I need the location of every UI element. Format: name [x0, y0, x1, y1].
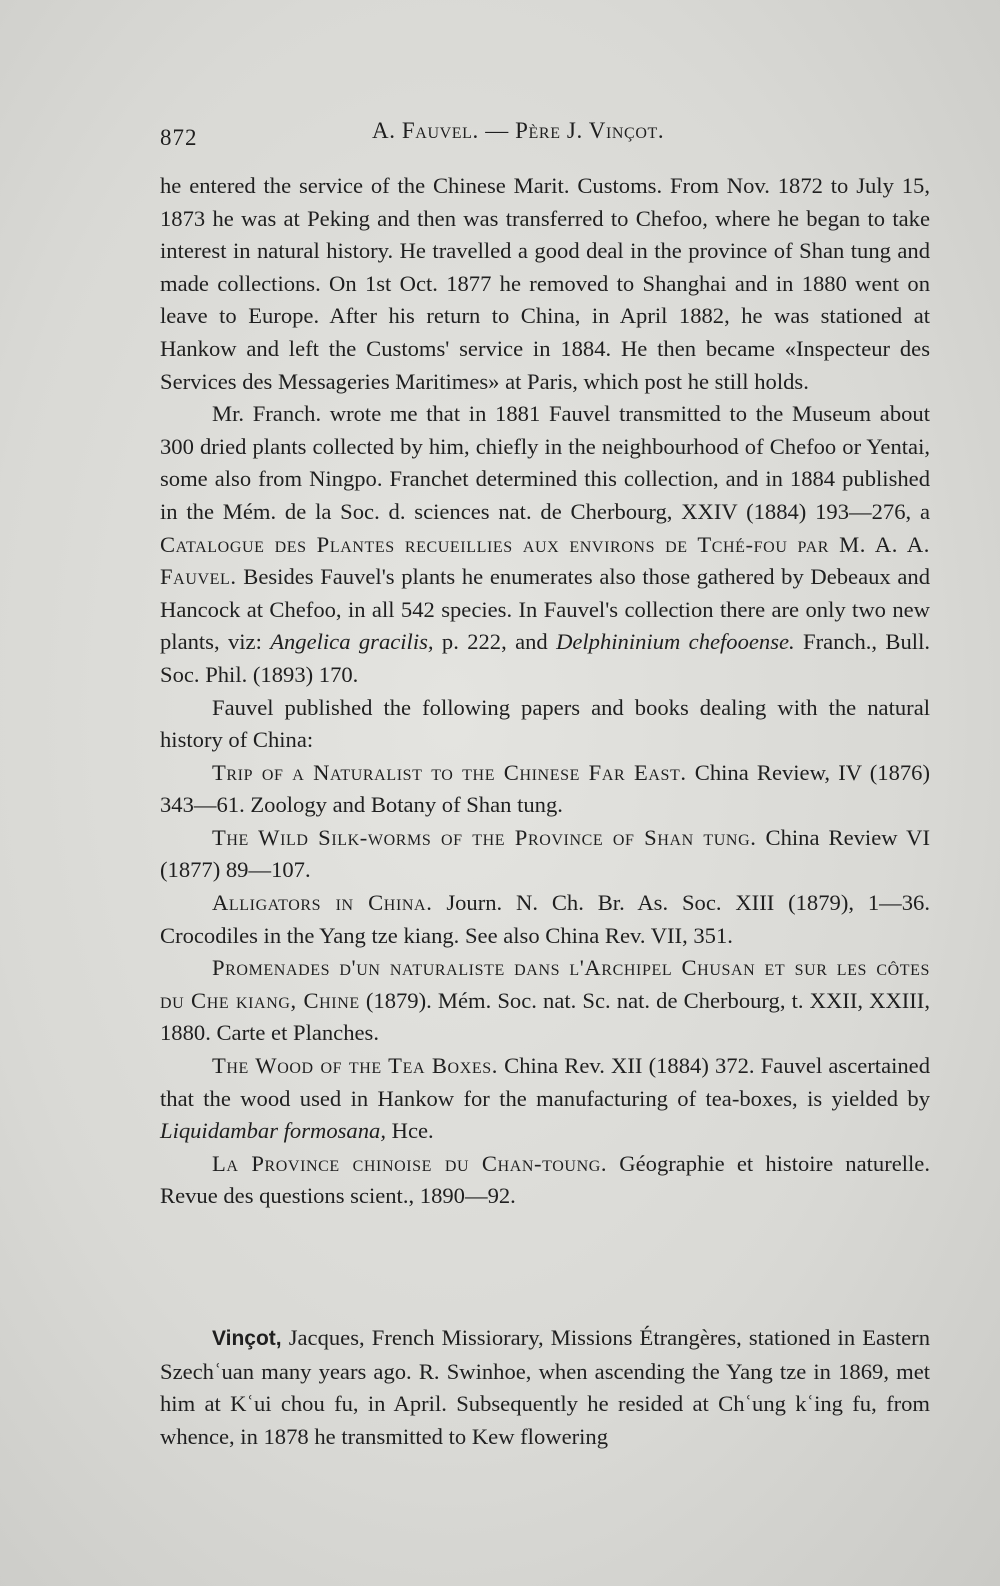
reference-title: Alligators in China.: [212, 890, 433, 916]
reference-text: China Review, IV (1876) 343—61. Zoology and Botany of Shan tung.: [160, 759, 930, 818]
page-number: 872: [160, 125, 198, 150]
biographical-entry: [160, 1322, 930, 1453]
entry-headword: Vinçot,: [212, 1327, 282, 1350]
reference-text: Géographie et histoire naturelle. Revue des questions scient., 1890—92.: [160, 1150, 930, 1209]
text-run: p. 222, and: [433, 629, 557, 655]
reference-item: [160, 1148, 930, 1213]
reference-item: [160, 757, 930, 822]
main-text: [160, 170, 930, 1213]
entry-vincot: [160, 1322, 930, 1453]
reference-text: China Rev. XII (1884) 372. Fauvel ascertained that the wood used in Hankow for the manufacturing of tea-boxes, is yielded by: [160, 1053, 931, 1111]
reference-title: The Wood of the Tea Boxes.: [212, 1053, 498, 1079]
text-run: Besides Fauvel's plants he enumerates also those gathered by Debeaux and Hancock at Chefoo, in all 542 species. In Fauvel's collection there are only two new plants, viz:: [160, 564, 930, 655]
species-name: Liquidambar formosana,: [160, 1118, 386, 1144]
catalogue-title: Catalogue des Plantes recueillies aux environs de Tché-fou par M. A. A. Fauvel.: [160, 531, 930, 590]
species-name: Delphininium chefooense.: [556, 629, 795, 655]
reference-text: Hce.: [385, 1118, 434, 1144]
reference-text: China Review VI (1877) 89—107.: [160, 824, 930, 883]
running-title: A. Fauvel. — Père J. Vinçot.: [372, 118, 665, 143]
reference-title: La Province chinoise du Chan-toung.: [212, 1150, 608, 1176]
reference-item: [160, 1050, 930, 1148]
reference-item: [160, 822, 930, 887]
reference-item: [160, 887, 930, 952]
paragraph-publications-intro: Fauvel published the following papers and books dealing with the natural history of China:: [160, 694, 930, 753]
reference-item: [160, 952, 930, 1050]
entry-text: Jacques, French Missiorary, Missions Étrangères, stationed in Eastern Szechʿuan many years ago. R. Swinhoe, when ascending the Yang tze in 1869, met him at Kʿui chou fu, in April. Subsequently he resided at Chʿung kʿing fu, from whence, in 1878 he transmitted to Kew flowering: [160, 1325, 930, 1449]
paragraph-fauvel-career: he entered the service of the Chinese Marit. Customs. From Nov. 1872 to July 15, 1873 he was at Peking and then was transferred to Chefoo, where he began to take interest in natural history. He travelled a good deal in the province of Shan tung and made collections. On 1st Oct. 1877 he removed to Shanghai and in 1880 went on leave to Europe. After his return to China, in April 1882, he was stationed at Hankow and left the Customs' service in 1884. He then became «Inspecteur des Services des Messageries Maritimes» at Paris, which post he still holds.: [160, 173, 930, 394]
text-run: Mr. Franch. wrote me that in 1881 Fauvel transmitted to the Museum about 300 dried plants collected by him, chiefly in the neighbourhood of Chefoo or Yentai, some also from Ningpo. Franchet determined this collection, and in 1884 published in the Mém. de la Soc. d. sciences nat. de Cherbourg, XXIV (1884) 193—276, a: [160, 401, 930, 524]
reference-title: The Wild Silk-worms of the Province of Shan tung.: [212, 824, 757, 850]
reference-title: Promenades d'un naturaliste dans l'Archipel Chusan et sur les côtes du Che kiang, Chine: [160, 955, 930, 1013]
reference-text: (1879). Mém. Soc. nat. Sc. nat. de Cherbourg, t. XXII, XXIII, 1880. Carte et Planches.: [160, 987, 930, 1046]
reference-title: Trip of a Naturalist to the Chinese Far East.: [212, 759, 687, 785]
reference-text: Journ. N. Ch. Br. As. Soc. XIII (1879), 1—36. Crocodiles in the Yang tze kiang. See also China Rev. VII, 351.: [160, 890, 930, 948]
species-name: Angelica gracilis,: [270, 629, 434, 655]
paragraph-franchet: [160, 398, 930, 691]
text-run: Franch., Bull. Soc. Phil. (1893) 170.: [160, 629, 930, 687]
